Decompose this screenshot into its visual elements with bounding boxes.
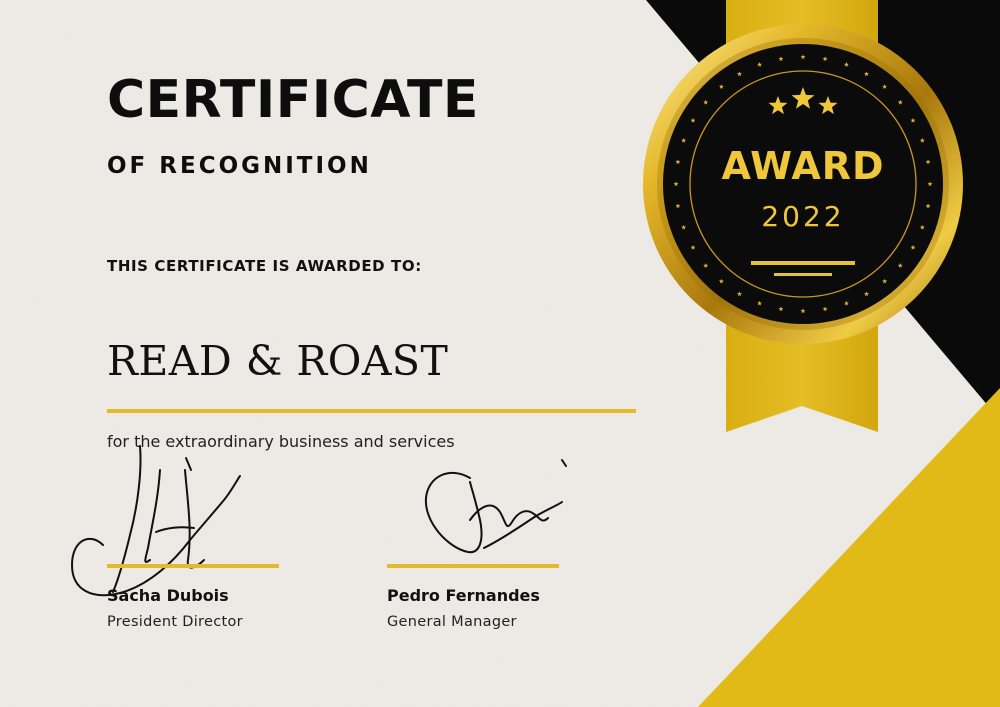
- signature-line-pedro: [387, 564, 559, 568]
- page-subtitle: OF RECOGNITION: [107, 153, 372, 179]
- award-medal-icon: [643, 24, 963, 344]
- award-reason: for the extraordinary business and services: [107, 432, 455, 451]
- recipient-underline: [107, 409, 636, 413]
- yellow-corner-shape: [698, 388, 1000, 707]
- page-title: CERTIFICATE: [107, 70, 479, 130]
- signer-role-1: President Director: [107, 614, 243, 630]
- recipient-name: READ & ROAST: [107, 337, 449, 385]
- signer-name-2: Pedro Fernandes: [387, 586, 540, 605]
- badge-year: 2022: [761, 200, 845, 233]
- awarded-to-label: THIS CERTIFICATE IS AWARDED TO:: [107, 257, 422, 275]
- signer-name-1: Sacha Dubois: [107, 586, 229, 605]
- badge-award-label: AWARD: [721, 144, 885, 188]
- signature-line-sacha: [107, 564, 279, 568]
- badge-divider-long: [751, 261, 855, 265]
- signer-role-2: General Manager: [387, 614, 517, 630]
- badge-divider-short: [774, 273, 832, 276]
